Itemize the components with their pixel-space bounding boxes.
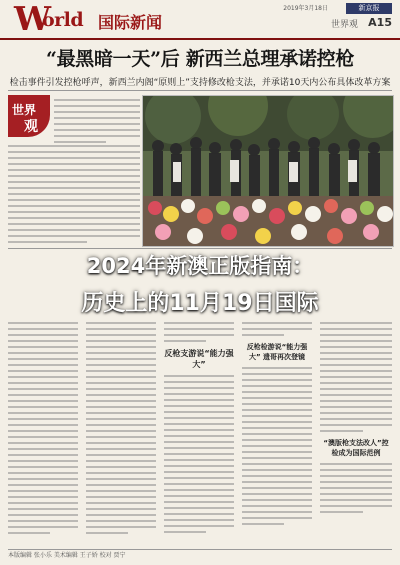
article-column-5: [320, 322, 392, 547]
commentary-text-body: [8, 145, 140, 247]
column-subhead: 反枪检游说“能力强大” 遗哥再次登镜: [246, 343, 308, 361]
divider: [8, 90, 392, 91]
page-number: A15: [368, 16, 392, 29]
section-badge-line2: 观: [24, 119, 38, 135]
memorial-photo: [142, 95, 394, 247]
section-badge-line1: 世界: [12, 103, 37, 117]
logo-letter: W: [14, 0, 52, 38]
section-badge: [8, 95, 50, 137]
logo-text: orld: [42, 9, 84, 31]
overlay-line-2: 历史上的11月19日国际: [81, 291, 319, 316]
divider: [8, 248, 392, 249]
overlay-line-1: 2024年新澳正版指南：: [86, 254, 314, 278]
article-column-3: [164, 322, 234, 547]
article-column-4: [242, 322, 312, 547]
issue-date: 2019年3月18日: [283, 5, 328, 12]
article-column-2: [86, 322, 156, 547]
subheadline: 检击事件引发控枪呼声，新西兰内阁“原则上”支持修改枪支法，并承诺10天内公布具体改革方案: [9, 78, 391, 88]
commentary-text-right: [54, 99, 140, 147]
headline: “最黑暗一天”后 新西兰总理承诺控枪: [45, 48, 355, 70]
logo-cn: 国际新闻: [98, 13, 163, 32]
article-column-1: [8, 322, 78, 547]
column-subhead: 反枪支游说“能力强大”: [164, 349, 234, 369]
article-columns: [8, 322, 392, 547]
commentary-block: [8, 95, 140, 245]
masthead: [0, 0, 400, 40]
paper-badge: 新京报: [346, 3, 392, 14]
column-subhead: “澳版枪支法改人”控检成为国际范例: [323, 439, 389, 457]
overlay-caption: [0, 250, 400, 320]
section-name: 世界观: [330, 20, 358, 30]
page-footer: 本版编辑 张小乐 美术编辑 王子娇 校对 贾宁: [8, 549, 392, 562]
